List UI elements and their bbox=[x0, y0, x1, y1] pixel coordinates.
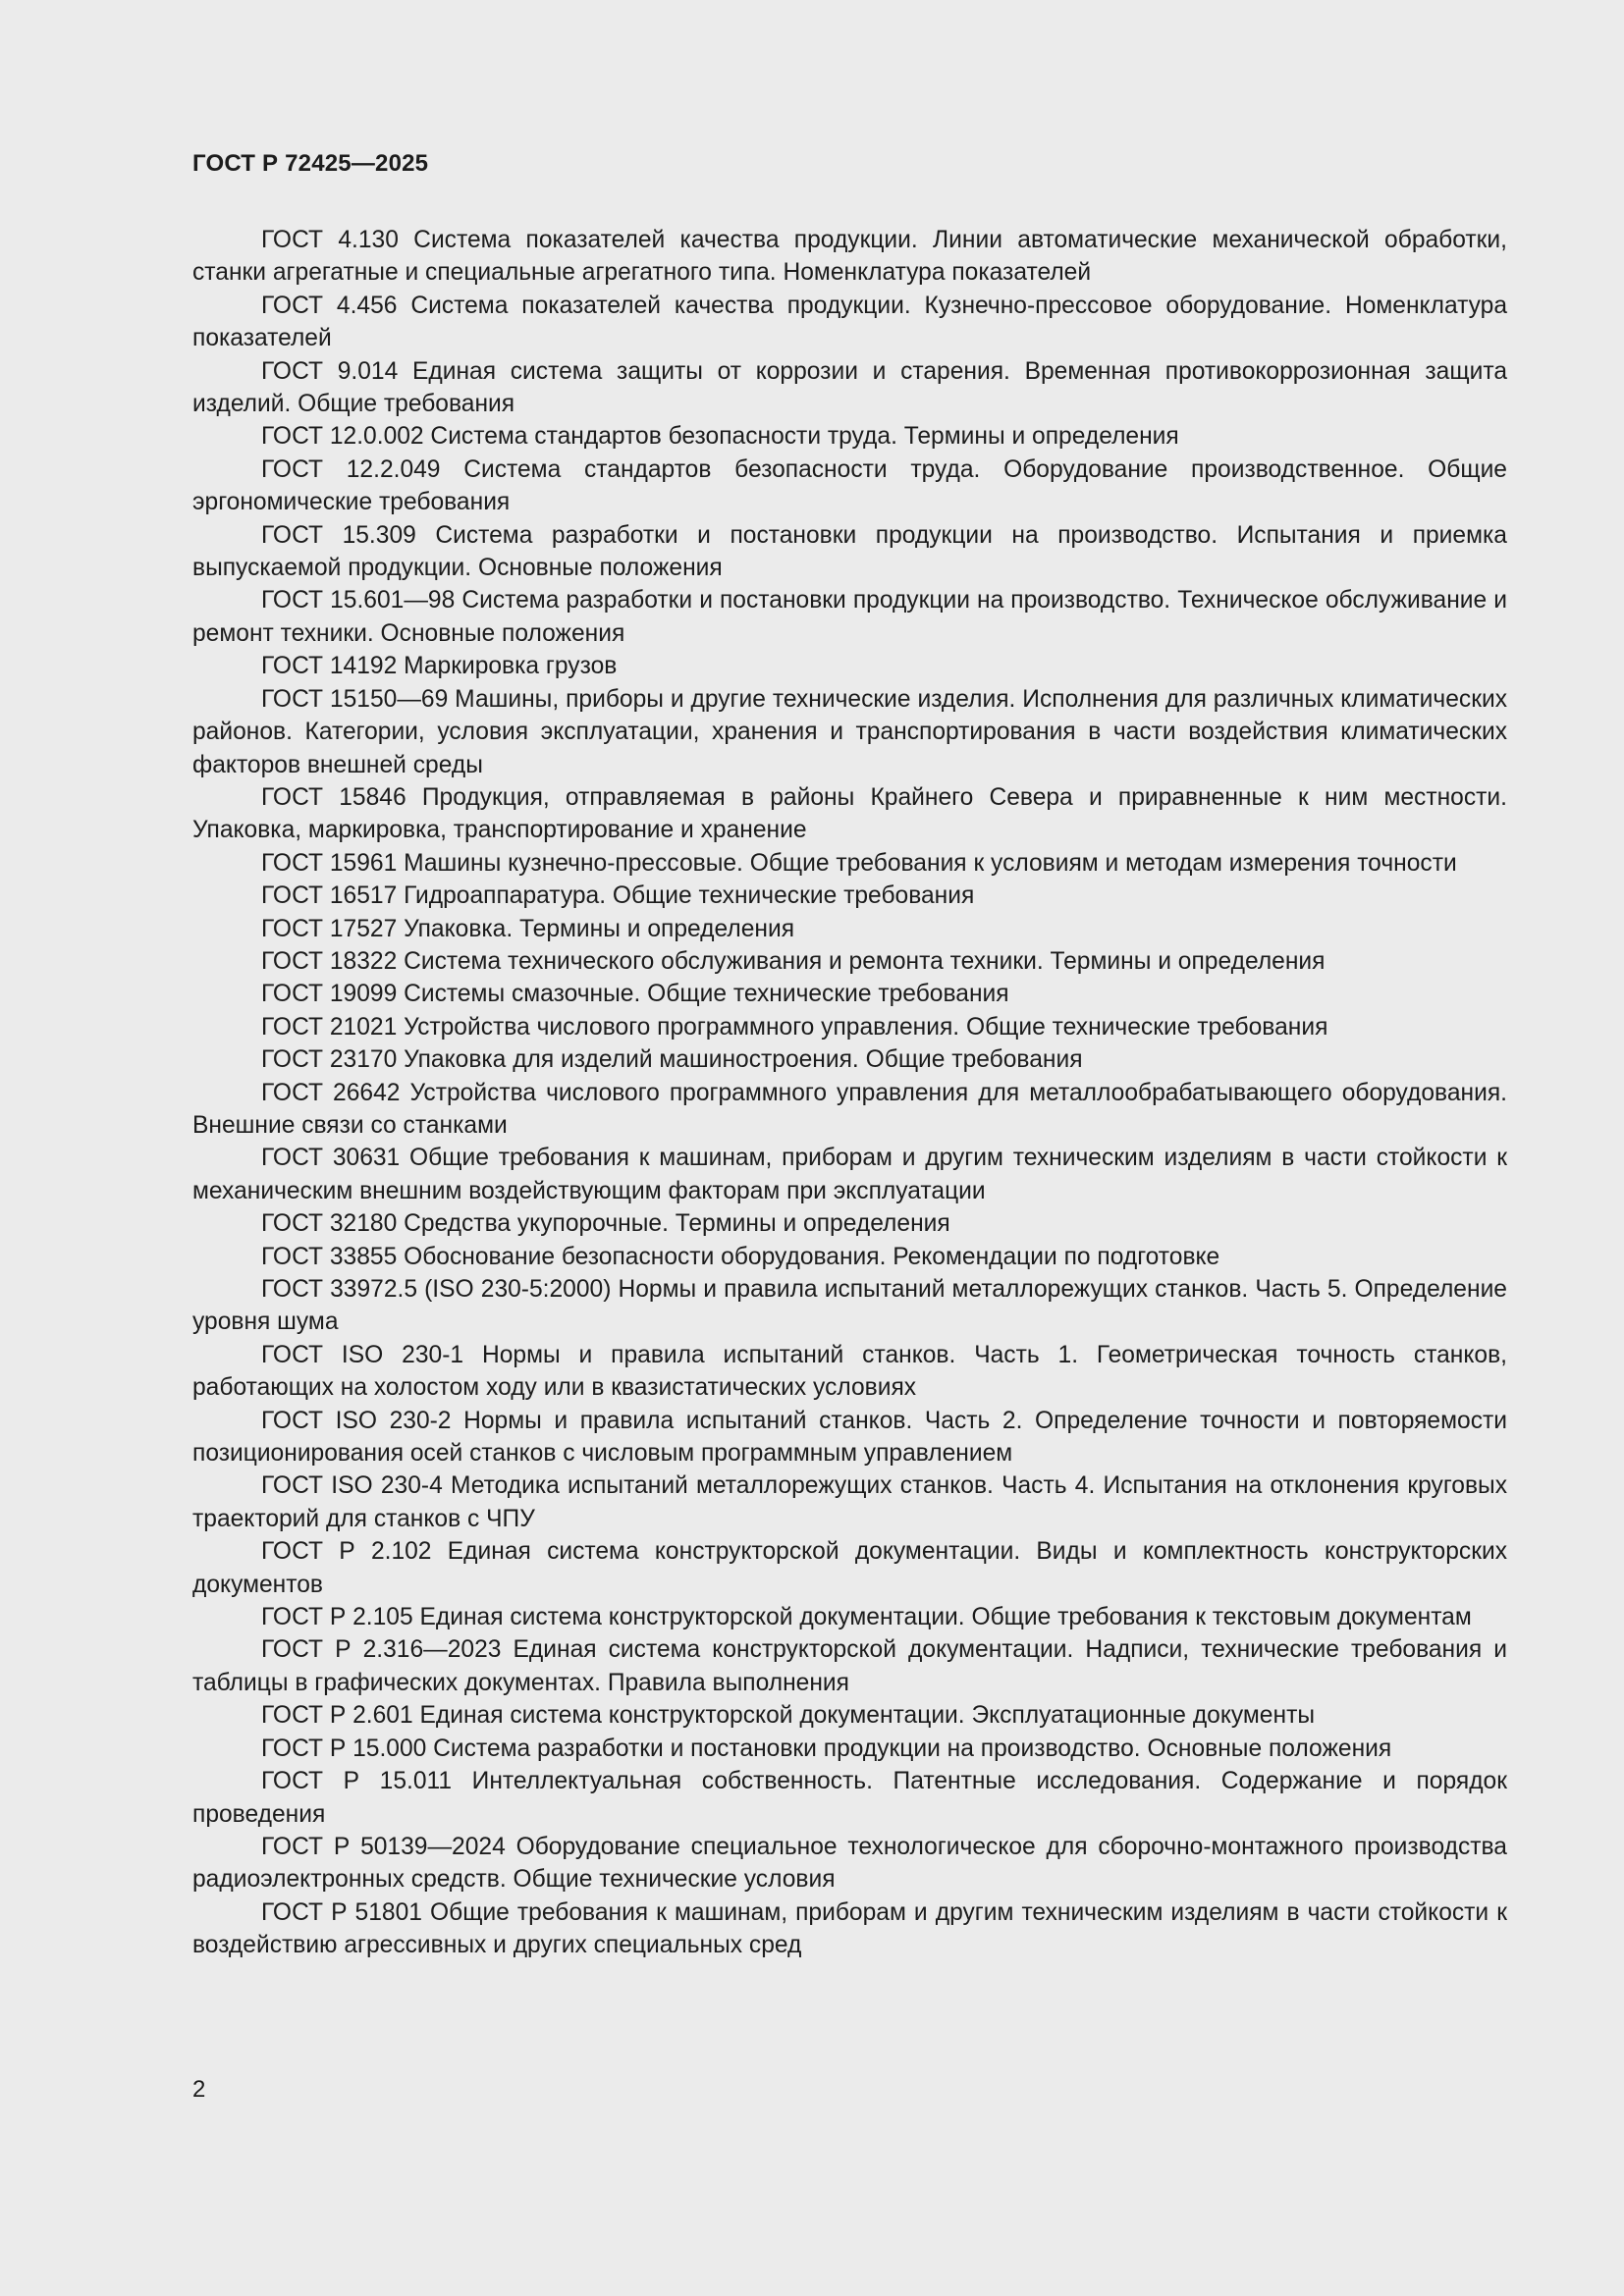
reference-gost-19099: ГОСТ 19099 Системы смазочные. Общие технические требования bbox=[261, 981, 1009, 1008]
reference-gost-4-130: ГОСТ 4.130 Система показателей качества продукции. Линии автоматические механической обработки, станки агрегатные и специальные агрегатного типа. Номенклатура показателей bbox=[192, 227, 1507, 287]
reference-gost-30631: ГОСТ 30631 Общие требования к машинам, приборам и другим техническим изделиям в части стойкости к механическим внешним воздействующим факторам при эксплуатации bbox=[192, 1145, 1507, 1204]
reference-gost-21021: ГОСТ 21021 Устройства числового программного управления. Общие технические требования bbox=[261, 1013, 1328, 1041]
reference-gost-r-2-601: ГОСТ Р 2.601 Единая система конструкторской документации. Эксплуатационные документы bbox=[261, 1702, 1316, 1730]
reference-gost-12-2-049: ГОСТ 12.2.049 Система стандартов безопасности труда. Оборудование производственное. Общие эргономические требования bbox=[192, 455, 1507, 516]
reference-gost-4-456: ГОСТ 4.456 Система показателей качества продукции. Кузнечно-прессовое оборудование. Номенклатура показателей bbox=[192, 292, 1507, 352]
reference-gost-16517: ГОСТ 16517 Гидроаппаратура. Общие технические требования bbox=[261, 882, 975, 910]
reference-gost-17527: ГОСТ 17527 Упаковка. Термины и определения bbox=[261, 915, 795, 942]
document-code-header: ГОСТ Р 72425—2025 bbox=[192, 150, 429, 177]
reference-gost-15-601: ГОСТ 15.601—98 Система разработки и постановки продукции на производство. Техническое обслуживание и ремонт техники. Основные положения bbox=[192, 587, 1507, 647]
page-number: 2 bbox=[192, 2076, 206, 2103]
reference-gost-iso-230-1: ГОСТ ISO 230-1 Нормы и правила испытаний станков. Часть 1. Геометрическая точность станков, работающих на холостом ходу или в квазистатических условиях bbox=[192, 1341, 1507, 1402]
reference-gost-r-2-102: ГОСТ Р 2.102 Единая система конструкторской документации. Виды и комплектность конструкторских документов bbox=[192, 1538, 1507, 1598]
reference-gost-15961: ГОСТ 15961 Машины кузнечно-прессовые. Общие требования к условиям и методам измерения точности bbox=[261, 849, 1457, 877]
reference-gost-r-15-000: ГОСТ Р 15.000 Система разработки и постановки продукции на производство. Основные положения bbox=[261, 1735, 1392, 1762]
reference-gost-33972-5: ГОСТ 33972.5 (ISO 230-5:2000) Нормы и правила испытаний металлорежущих станков. Часть 5. Определение уровня шума bbox=[192, 1276, 1507, 1336]
reference-gost-9-014: ГОСТ 9.014 Единая система защиты от коррозии и старения. Временная противокоррозионная защита изделий. Общие требования bbox=[192, 357, 1507, 418]
reference-gost-iso-230-2: ГОСТ ISO 230-2 Нормы и правила испытаний станков. Часть 2. Определение точности и повторяемости позиционирования осей станков с числовым программным управлением bbox=[192, 1407, 1507, 1468]
reference-gost-26642: ГОСТ 26642 Устройства числового программного управления для металлообрабатывающего оборудования. Внешние связи со станками bbox=[192, 1079, 1507, 1139]
reference-gost-r-50139: ГОСТ Р 50139—2024 Оборудование специальное технологическое для сборочно-монтажного производства радиоэлектронных средств. Общие технические условия bbox=[192, 1833, 1507, 1894]
reference-gost-15-309: ГОСТ 15.309 Система разработки и постановки продукции на производство. Испытания и приемка выпускаемой продукции. Основные положения bbox=[192, 521, 1507, 582]
reference-gost-12-0-002: ГОСТ 12.0.002 Система стандартов безопасности труда. Термины и определения bbox=[261, 423, 1179, 451]
normative-references-list bbox=[192, 224, 1507, 1962]
reference-gost-iso-230-4: ГОСТ ISO 230-4 Методика испытаний металлорежущих станков. Часть 4. Испытания на отклонения круговых траекторий для станков с ЧПУ bbox=[192, 1472, 1507, 1532]
reference-gost-15846: ГОСТ 15846 Продукция, отправляемая в районы Крайнего Севера и приравненные к ним местности. Упаковка, маркировка, транспортирование и хранение bbox=[192, 783, 1507, 844]
reference-gost-32180: ГОСТ 32180 Средства укупорочные. Термины и определения bbox=[261, 1210, 950, 1238]
reference-gost-18322: ГОСТ 18322 Система технического обслуживания и ремонта техники. Термины и определения bbox=[261, 947, 1326, 975]
reference-gost-r-2-316: ГОСТ Р 2.316—2023 Единая система конструкторской документации. Надписи, технические требования и таблицы в графических документах. Правила выполнения bbox=[192, 1636, 1507, 1696]
reference-gost-r-51801: ГОСТ Р 51801 Общие требования к машинам, приборам и другим техническим изделиям в части стойкости к воздействию агрессивных и других специальных сред bbox=[192, 1898, 1507, 1959]
reference-gost-33855: ГОСТ 33855 Обоснование безопасности оборудования. Рекомендации по подготовке bbox=[261, 1243, 1220, 1270]
reference-gost-r-15-011: ГОСТ Р 15.011 Интеллектуальная собственность. Патентные исследования. Содержание и порядок проведения bbox=[192, 1768, 1507, 1828]
reference-gost-15150: ГОСТ 15150—69 Машины, приборы и другие технические изделия. Исполнения для различных климатических районов. Категории, условия эксплуатации, хранения и транспортирования в части воздействия климатических факторов внешней среды bbox=[192, 685, 1507, 778]
reference-gost-23170: ГОСТ 23170 Упаковка для изделий машиностроения. Общие требования bbox=[261, 1046, 1083, 1074]
reference-gost-r-2-105: ГОСТ Р 2.105 Единая система конструкторской документации. Общие требования к текстовым документам bbox=[261, 1604, 1472, 1631]
reference-gost-14192: ГОСТ 14192 Маркировка грузов bbox=[261, 653, 618, 680]
